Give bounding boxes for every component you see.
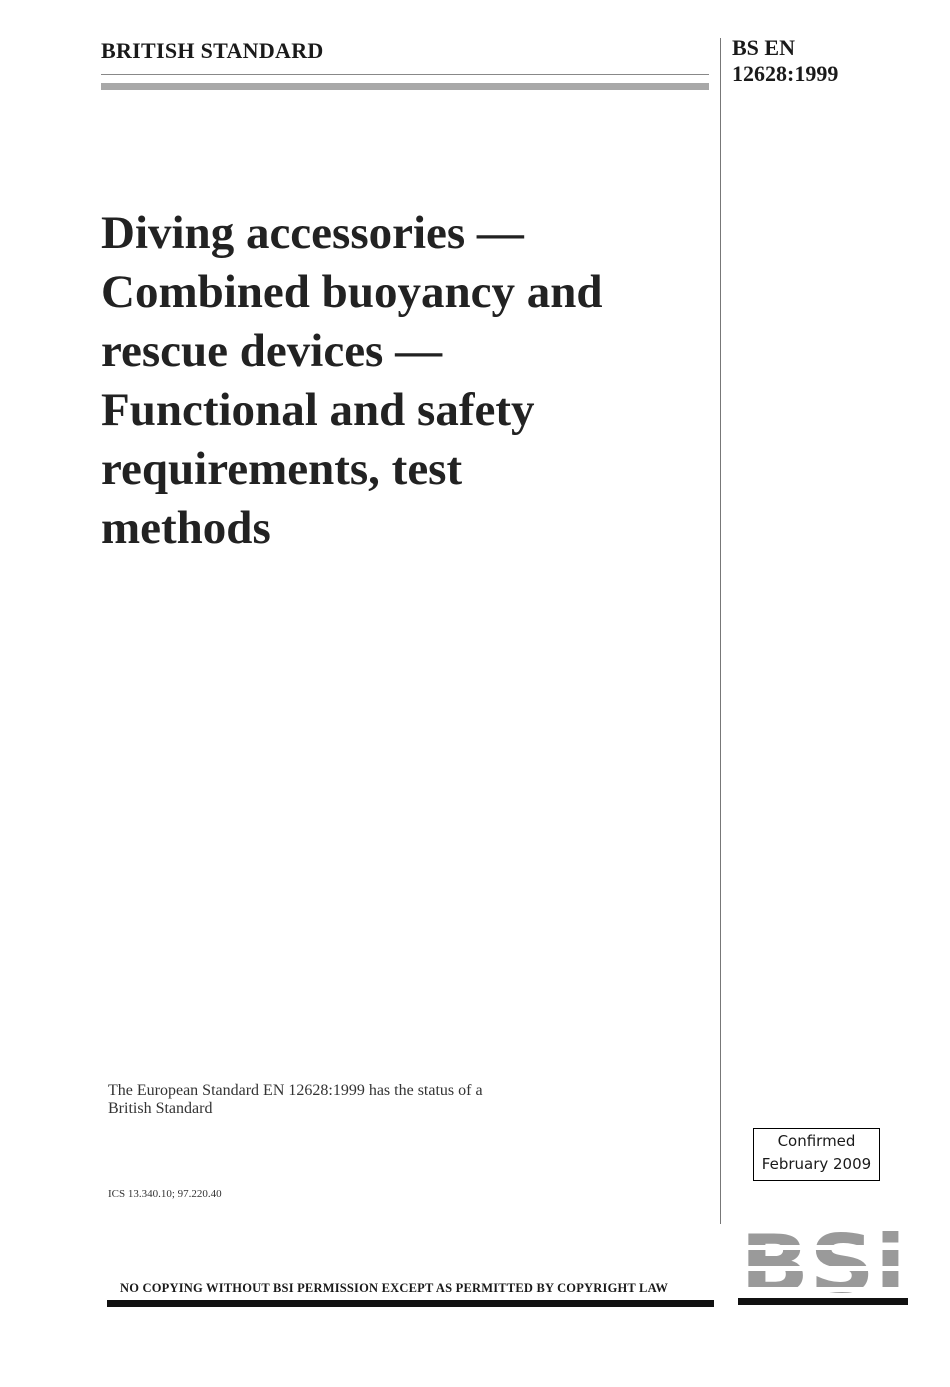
copyright-notice: NO COPYING WITHOUT BSI PERMISSION EXCEPT AS PERMITTED BY COPYRIGHT LAW (120, 1281, 669, 1295)
standard-code-line1: BS EN (732, 35, 795, 60)
confirmed-stamp (753, 1128, 880, 1181)
standard-type-label: BRITISH STANDARD (101, 38, 324, 63)
vertical-divider (720, 38, 721, 1224)
status-line-2: British Standard (108, 1100, 213, 1117)
standard-code (732, 35, 838, 87)
standard-code-line2: 12628:1999 (732, 61, 839, 86)
footer-bar (107, 1300, 714, 1307)
header-thin-rule (101, 74, 709, 75)
confirmed-line-2: February 2009 (761, 1155, 872, 1173)
bsi-logo: BSi (738, 1229, 910, 1309)
title-line-1: Diving accessories — (101, 207, 524, 259)
document-title (101, 204, 711, 558)
confirmed-line-1: Confirmed (777, 1132, 856, 1150)
title-line-5: requirements, test (101, 443, 463, 495)
title-line-3: rescue devices — (101, 325, 443, 377)
title-line-2: Combined buoyancy and (101, 266, 603, 318)
header-thick-rule (101, 83, 709, 90)
ics-code: ICS 13.340.10; 97.220.40 (108, 1188, 222, 1200)
title-line-4: Functional and safety (101, 384, 535, 436)
status-line-1: The European Standard EN 12628:1999 has the status of a (108, 1082, 483, 1099)
status-statement (108, 1082, 483, 1118)
title-line-6: methods (101, 502, 271, 554)
